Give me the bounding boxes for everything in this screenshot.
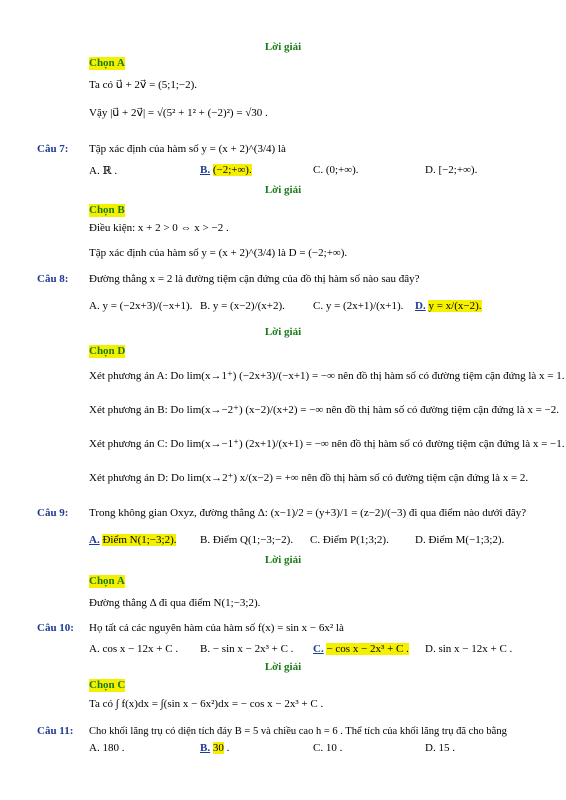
- option-letter: C.: [313, 643, 324, 655]
- option-b: B. Điểm Q(1;−3;−2).: [200, 534, 294, 546]
- question-text: Tập xác định của hàm số y = (x + 2)^(3/4) là: [89, 143, 286, 155]
- option-b: B. y = (x−2)/(x+2).: [200, 300, 285, 312]
- option-a: A. 180 .: [89, 742, 125, 754]
- question-label: Câu 9:: [37, 507, 69, 519]
- loi-giai-heading: Lời giải: [264, 326, 302, 338]
- option-c: C. Điểm P(1;3;2).: [310, 534, 389, 546]
- option-b: [200, 164, 252, 176]
- option-letter: D.: [415, 300, 426, 312]
- solution-line: Điều kiện: x + 2 > 0 ⇔ x > −2 .: [89, 222, 229, 234]
- option-c: C. 10 .: [313, 742, 343, 754]
- option-a: [89, 534, 176, 546]
- chon-answer: Chọn A: [89, 57, 125, 69]
- question-text: Trong không gian Oxyz, đường thẳng Δ: (x−1)/2 = (y+3)/1 = (z−2)/(−3) đi qua điểm nào dưới đây?: [89, 507, 527, 519]
- option-letter: B.: [200, 742, 211, 754]
- question-text: Đường thẳng x = 2 là đường tiệm cận đứng của đồ thị hàm số nào sau đây?: [89, 273, 420, 285]
- question-label: Câu 7:: [37, 143, 69, 155]
- option-a: A. y = (−2x+3)/(−x+1).: [89, 300, 193, 312]
- option-a: A. ℝ .: [89, 165, 118, 177]
- solution-line: Xét phương án C: Do lim(x→−1⁺) (2x+1)/(x+1) = −∞ nên đồ thị hàm số có đường tiệm cận đứng là x = −1.: [89, 438, 565, 450]
- solution-line: Tập xác định của hàm số y = (x + 2)^(3/4) là D = (−2;+∞).: [89, 247, 348, 259]
- option-d: D. [−2;+∞).: [425, 164, 478, 176]
- option-c: [313, 643, 409, 655]
- option-letter: B.: [200, 164, 211, 176]
- loi-giai-heading: Lời giải: [264, 41, 302, 53]
- question-label: Câu 8:: [37, 273, 69, 285]
- option-d: [415, 300, 482, 312]
- question-text: Họ tất cả các nguyên hàm của hàm số f(x) = sin x − 6x² là: [89, 622, 344, 634]
- solution-line: Xét phương án B: Do lim(x→−2⁺) (x−2)/(x+2) = −∞ nên đồ thị hàm số có đường tiệm cận đứng là x = −2.: [89, 404, 559, 416]
- option-d: D. 15 .: [425, 742, 455, 754]
- solution-line: Vậy |u⃗ + 2v⃗| = √(5² + 1² + (−2)²) = √30 .: [89, 107, 268, 119]
- option-letter: A.: [89, 534, 100, 546]
- solution-line: Ta có u⃗ + 2v⃗ = (5;1;−2).: [89, 79, 197, 91]
- option-c: C. y = (2x+1)/(x+1).: [313, 300, 404, 312]
- chon-answer: Chọn A: [89, 575, 125, 587]
- loi-giai-heading: Lời giải: [264, 184, 302, 196]
- solution-line: Ta có ∫ f(x)dx = ∫(sin x − 6x²)dx = − cos x − 2x³ + C .: [89, 698, 324, 710]
- solution-line: Xét phương án D: Do lim(x→2⁺) x/(x−2) = +∞ nên đồ thị hàm số có đường tiệm cận đứng là x = 2.: [89, 472, 529, 484]
- chon-answer: Chọn B: [89, 204, 125, 216]
- chon-answer: Chọn C: [89, 679, 126, 691]
- option-value: (−2;+∞).: [212, 164, 252, 176]
- option-d: D. Điểm M(−1;3;2).: [415, 534, 505, 546]
- question-label: Câu 10:: [37, 622, 74, 634]
- option-value: 30: [212, 742, 224, 754]
- solution-line: Đường thẳng Δ đi qua điểm N(1;−3;2).: [89, 597, 261, 609]
- loi-giai-heading: Lời giải: [264, 661, 302, 673]
- option-value: Điểm N(1;−3;2).: [102, 534, 177, 546]
- option-value: y = x/(x−2).: [428, 300, 482, 312]
- loi-giai-heading: Lời giải: [264, 554, 302, 566]
- option-b: B. − sin x − 2x³ + C .: [200, 643, 294, 655]
- option-d: D. sin x − 12x + C .: [425, 643, 513, 655]
- option-value: − cos x − 2x³ + C .: [326, 643, 409, 655]
- option-b: B. 30 .: [200, 742, 230, 754]
- option-c: C. (0;+∞).: [313, 164, 359, 176]
- option-a: A. cos x − 12x + C .: [89, 643, 179, 655]
- chon-answer: Chọn D: [89, 345, 126, 357]
- question-text: Cho khối lăng trụ có diện tích đáy B = 5 và chiều cao h = 6 . Thể tích của khối lăng trụ đã cho bằng: [89, 726, 507, 737]
- solution-line: Xét phương án A: Do lim(x→1⁺) (−2x+3)/(−x+1) = −∞ nên đồ thị hàm số có đường tiệm cận đứng là x = 1.: [89, 370, 565, 382]
- question-label: Câu 11:: [37, 725, 74, 737]
